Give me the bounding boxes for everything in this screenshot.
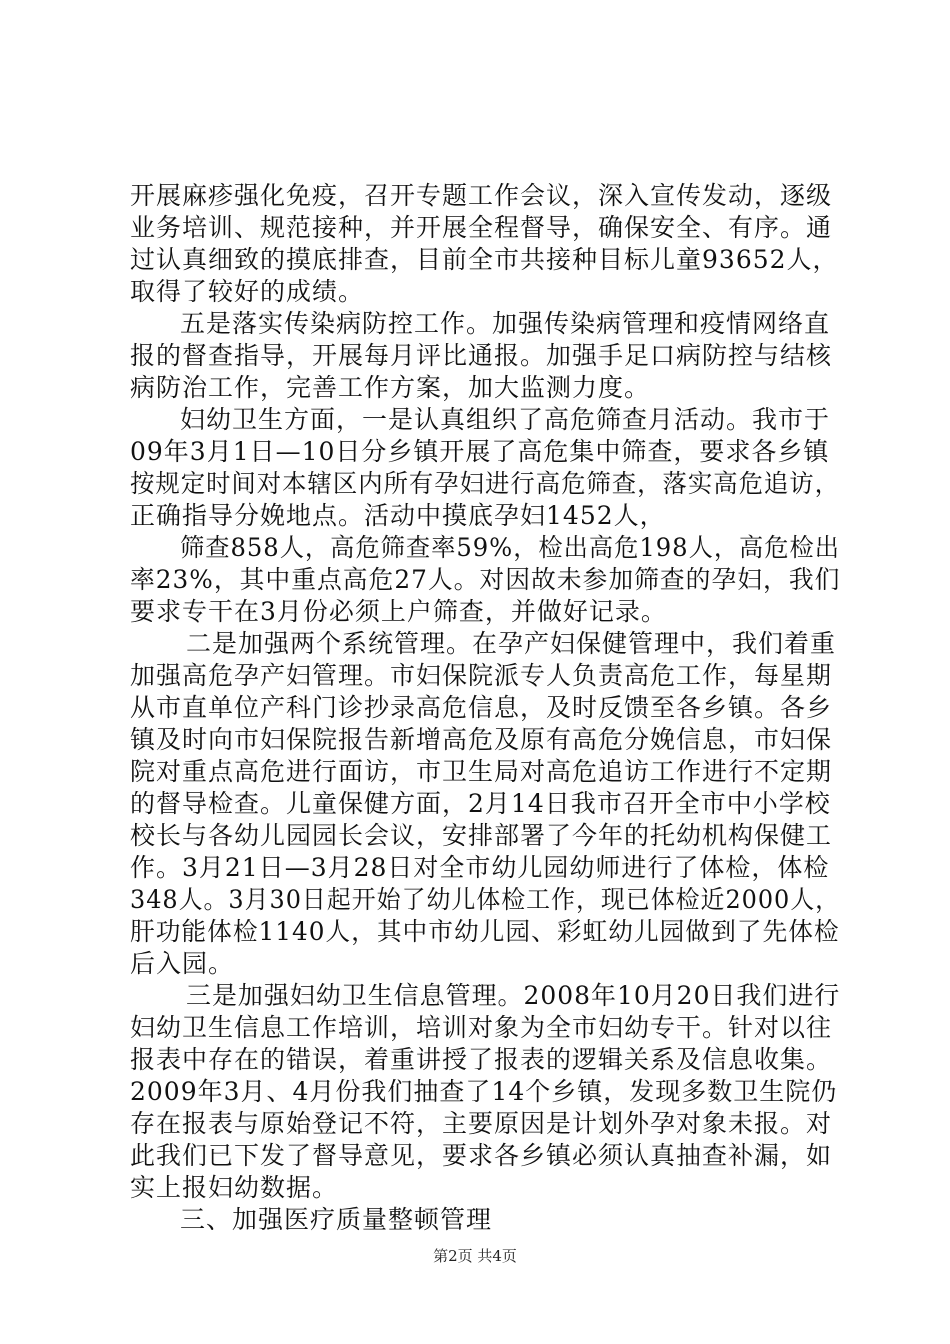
section-heading: 三、加强医疗质量整顿管理 <box>180 1205 493 1234</box>
body-line: 的督导检查。儿童保健方面，2月14日我市召开全市中小学校 <box>130 789 831 818</box>
paragraph-start-line: 筛查858人，高危筛查率59%，检出高危198人，高危检出 <box>180 533 841 562</box>
body-line: 开展麻疹强化免疫，召开专题工作会议，深入宣传发动，逐级 <box>130 181 833 210</box>
body-line: 从市直单位产科门诊抄录高危信息，及时反馈至各乡镇。各乡 <box>130 693 833 722</box>
body-line: 校长与各幼儿园园长会议，安排部署了今年的托幼机构保健工 <box>130 821 833 850</box>
body-line: 肝功能体检1140人，其中市幼儿园、彩虹幼儿园做到了先体检 <box>130 917 840 946</box>
body-line: 业务培训、规范接种，并开展全程督导，确保安全、有序。通 <box>130 213 833 242</box>
body-line: 按规定时间对本辖区内所有孕妇进行高危筛查，落实高危追访， <box>130 469 841 498</box>
paragraph-start-line: 五是落实传染病防控工作。加强传染病管理和疫情网络直 <box>180 309 831 338</box>
paragraph-start-line: 三是加强妇幼卫生信息管理。2008年10月20日我们进行 <box>186 981 841 1010</box>
body-line: 实上报妇幼数据。 <box>130 1173 339 1202</box>
body-line: 作。3月21日—3月28日对全市幼儿园幼师进行了体检，体检 <box>130 853 830 882</box>
body-line: 院对重点高危进行面访，市卫生局对高危追访工作进行不定期 <box>130 757 833 786</box>
body-line: 加强高危孕产妇管理。市妇保院派专人负责高危工作，每星期 <box>130 661 833 690</box>
body-line: 存在报表与原始登记不符，主要原因是计划外孕对象未报。对 <box>130 1109 833 1138</box>
body-line: 此我们已下发了督导意见，要求各乡镇必须认真抽查补漏，如 <box>130 1141 833 1170</box>
body-line: 率23%，其中重点高危27人。对因故未参加筛查的孕妇，我们 <box>130 565 841 594</box>
body-line: 09年3月1日—10日分乡镇开展了高危集中筛查，要求各乡镇 <box>130 437 830 466</box>
body-line: 妇幼卫生信息工作培训，培训对象为全市妇幼专干。针对以往 <box>130 1013 833 1042</box>
page-number-footer: 第2页 共4页 <box>433 1247 517 1265</box>
body-line: 正确指导分娩地点。活动中摸底孕妇1452人， <box>130 501 666 530</box>
body-line: 镇及时向市妇保院报告新增高危及原有高危分娩信息，市妇保 <box>130 725 833 754</box>
body-line: 348人。3月30日起开始了幼儿体检工作，现已体检近2000人， <box>130 885 841 914</box>
body-line: 2009年3月、4月份我们抽查了14个乡镇，发现多数卫生院仍 <box>130 1077 838 1106</box>
body-line: 病防治工作，完善工作方案，加大监测力度。 <box>130 373 651 402</box>
body-line: 后入园。 <box>130 949 235 978</box>
body-line: 报的督查指导，开展每月评比通报。加强手足口病防控与结核 <box>130 341 833 370</box>
body-line: 要求专干在3月份必须上户筛查，并做好记录。 <box>130 597 667 626</box>
paragraph-start-line: 妇幼卫生方面，一是认真组织了高危筛查月活动。我市于 <box>180 405 831 434</box>
body-line: 过认真细致的摸底排查，目前全市共接种目标儿童93652人， <box>130 245 839 274</box>
body-line: 取得了较好的成绩。 <box>130 277 365 306</box>
body-line: 报表中存在的错误，着重讲授了报表的逻辑关系及信息收集。 <box>130 1045 833 1074</box>
paragraph-start-line: 二是加强两个系统管理。在孕产妇保健管理中，我们着重 <box>186 629 837 658</box>
